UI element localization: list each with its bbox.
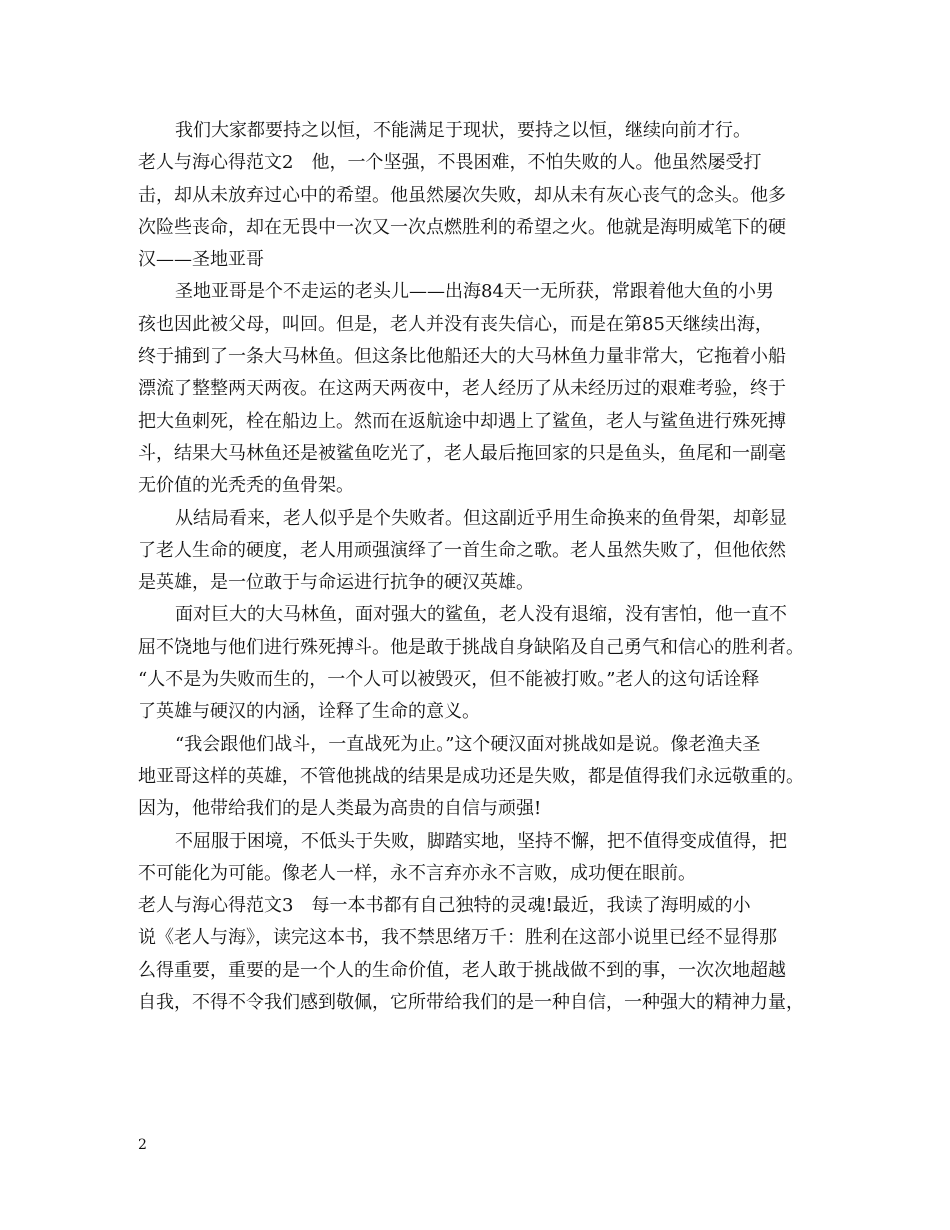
text-line: 地亚哥这样的英雄，不管他挑战的结果是成功还是失败，都是值得我们永远敬重的。 — [138, 765, 804, 787]
text-line: “人不是为失败而生的，一个人可以被毁灭，但不能被打败。”老人的这句话诠释 — [138, 669, 760, 691]
text-line: 无价值的光秃秃的鱼骨架。 — [138, 475, 354, 497]
text-line: 我们大家都要持之以恒，不能满足于现状，要持之以恒，继续向前才行。 — [175, 120, 751, 141]
line-text: 每一本书都有自己独特的灵魂!最近，我读了海明威的小 — [311, 895, 751, 917]
text-line — [138, 147, 814, 179]
text-line: 把大鱼刺死，栓在船边上。然而在返航途中却遇上了鲨鱼，老人与鲨鱼进行殊死搏 — [138, 410, 786, 432]
page-number: 2 — [138, 1137, 147, 1153]
text-line: 圣地亚哥是个不走运的老头儿——出海84天一无所获，常跟着他大鱼的小男 — [175, 281, 774, 303]
text-line: 自我，不得不令我们感到敬佩，它所带给我们的是一种自信，一种强大的精神力量， — [138, 992, 804, 1014]
text-line: 么得重要，重要的是一个人的生命价值，老人敢于挑战做不到的事，一次次地超越 — [138, 959, 786, 981]
text-line: 斗，结果大马林鱼还是被鲨鱼吃光了，老人最后拖回家的只是鱼头，鱼尾和一副毫 — [138, 442, 786, 464]
text-line: 了英雄与硬汉的内涵，诠释了生命的意义。 — [138, 701, 480, 723]
text-line: 了老人生命的硬度，老人用顽强演绎了一首生命之歌。老人虽然失败了，但他依然 — [138, 539, 786, 561]
text-line: 终于捕到了一条大马林鱼。但这条比他船还大的大马林鱼力量非常大，它拖着小船 — [138, 346, 786, 368]
text-line: 次险些丧命，却在无畏中一次又一次点燃胜利的希望之火。他就是海明威笔下的硬 — [138, 216, 786, 238]
text-line: 是英雄，是一位敢于与命运进行抗争的硬汉英雄。 — [138, 572, 534, 594]
text-line: 不屈服于困境，不低头于失败，脚踏实地，坚持不懈，把不值得变成值得，把 — [175, 830, 787, 852]
text-line: 说《老人与海》，读完这本书，我不禁思绪万千：胜利在这部小说里已经不显得那 — [138, 927, 777, 949]
text-line: 不可能化为可能。像老人一样，永不言弃亦永不言败，成功便在眼前。 — [138, 862, 696, 884]
text-line: 因为，他带给我们的是人类最为高贵的自信与顽强! — [138, 798, 542, 820]
text-line — [138, 890, 814, 922]
text-line: 汉——圣地亚哥 — [138, 249, 264, 271]
text-line: 面对巨大的大马林鱼，面对强大的鲨鱼，老人没有退缩，没有害怕，他一直不 — [175, 604, 787, 626]
document-body — [138, 115, 814, 1019]
text-line: 击，却从未放弃过心中的希望。他虽然屡次失败，却从未有灰心丧气的念头。他多 — [138, 184, 786, 206]
text-line: 漂流了整整两天两夜。在这两天两夜中，老人经历了从未经历过的艰难考验，终于 — [138, 378, 786, 400]
section-heading: 老人与海心得范文2 — [138, 152, 294, 174]
text-line: “我会跟他们战斗，一直战死为止。”这个硬汉面对挑战如是说。像老渔夫圣 — [175, 733, 761, 755]
line-text: 他，一个坚强，不畏困难，不怕失败的人。他虽然屡受打 — [311, 152, 762, 174]
section-heading: 老人与海心得范文3 — [138, 895, 294, 917]
text-line: 从结局看来，老人似乎是个失败者。但这副近乎用生命换来的鱼骨架，却彰显 — [175, 507, 787, 529]
text-line: 屈不饶地与他们进行殊死搏斗。他是敢于挑战自身缺陷及自己勇气和信心的胜利者。 — [138, 636, 804, 658]
text-line: 孩也因此被父母，叫回。但是，老人并没有丧失信心，而是在第85天继续出海， — [138, 313, 773, 335]
